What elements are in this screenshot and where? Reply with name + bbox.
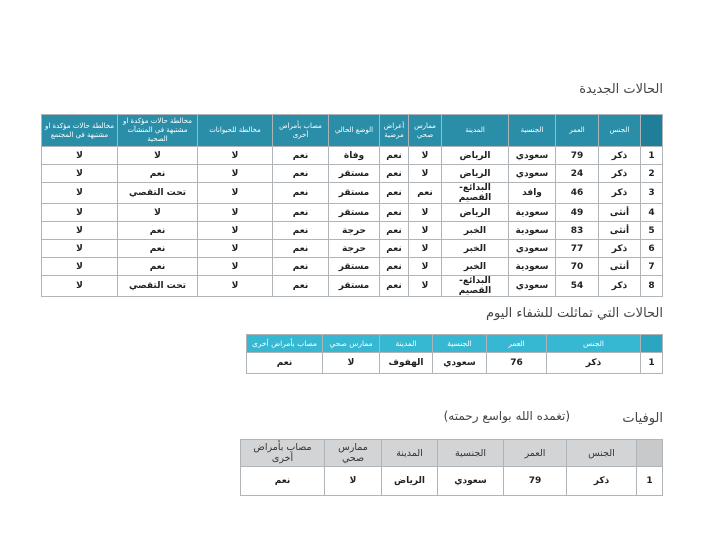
column-header: مصاب بأمراض أخرى xyxy=(273,115,329,147)
table-cell: نعم xyxy=(273,258,329,276)
row-number: 6 xyxy=(641,240,663,258)
table-cell: الهفوف xyxy=(380,353,433,374)
column-header: مخالطة حالات مؤكدة او مشتبهة في المجتمع xyxy=(42,115,118,147)
table-cell: سعودي xyxy=(509,240,556,258)
row-number-header xyxy=(641,335,663,353)
row-number-header xyxy=(637,440,663,467)
column-header: ممارس صحي xyxy=(409,115,442,147)
table-cell: الخبر xyxy=(442,222,509,240)
row-number: 4 xyxy=(641,204,663,222)
table-cell: نعم xyxy=(380,276,409,297)
table-cell: 76 xyxy=(487,353,547,374)
table-row xyxy=(42,276,663,297)
table-cell: 24 xyxy=(556,165,599,183)
table-cell: نعم xyxy=(380,165,409,183)
table-cell: نعم xyxy=(247,353,323,374)
table-cell: وفاة xyxy=(329,147,380,165)
table-cell: الخبر xyxy=(442,240,509,258)
row-number-header xyxy=(641,115,663,147)
table-cell: لا xyxy=(42,240,118,258)
table-cell: 77 xyxy=(556,240,599,258)
column-header: الوضع الحالي xyxy=(329,115,380,147)
table-cell: وافد xyxy=(509,183,556,204)
table-cell: لا xyxy=(42,258,118,276)
column-header: الجنسية xyxy=(433,335,487,353)
table-cell: 79 xyxy=(504,467,567,496)
table-cell: لا xyxy=(198,240,273,258)
table-cell: نعم xyxy=(118,258,198,276)
table-cell: الرياض xyxy=(382,467,438,496)
table-row xyxy=(42,204,663,222)
column-header: المدينة xyxy=(382,440,438,467)
table-cell: سعودية xyxy=(509,204,556,222)
table-cell: نعم xyxy=(380,147,409,165)
table-row xyxy=(42,222,663,240)
column-header: العمر xyxy=(504,440,567,467)
table-cell: سعودي xyxy=(509,147,556,165)
table-cell: لا xyxy=(42,222,118,240)
table-cell: لا xyxy=(409,258,442,276)
table-row xyxy=(42,240,663,258)
table-row xyxy=(42,147,663,165)
row-number: 5 xyxy=(641,222,663,240)
column-header: أعراض مرضية xyxy=(380,115,409,147)
table-cell: 83 xyxy=(556,222,599,240)
column-header: مخالطة حالات مؤكدة او مشتبهة في المنشآت الصحية xyxy=(118,115,198,147)
row-number: 1 xyxy=(641,147,663,165)
table-cell: 54 xyxy=(556,276,599,297)
row-number: 3 xyxy=(641,183,663,204)
table-cell: مستقر xyxy=(329,204,380,222)
table-cell: نعم xyxy=(241,467,325,496)
column-header: المدينة xyxy=(442,115,509,147)
table-cell: لا xyxy=(198,276,273,297)
table-cell: أنثى xyxy=(599,204,641,222)
table-cell: لا xyxy=(42,204,118,222)
column-header: الجنس xyxy=(599,115,641,147)
table-cell: سعودي xyxy=(438,467,504,496)
column-header: المدينة xyxy=(380,335,433,353)
table-cell: لا xyxy=(198,204,273,222)
table-cell: الرياض xyxy=(442,165,509,183)
row-number: 2 xyxy=(641,165,663,183)
table-row xyxy=(42,258,663,276)
column-header: ممارس صحي xyxy=(323,335,380,353)
table-cell: نعم xyxy=(273,240,329,258)
table-cell: نعم xyxy=(380,183,409,204)
header-row xyxy=(241,440,663,467)
column-header: العمر xyxy=(556,115,599,147)
table-cell: 46 xyxy=(556,183,599,204)
column-header: مخالطة للحيوانات xyxy=(198,115,273,147)
new-cases-title: الحالات الجديدة xyxy=(579,82,663,97)
table-cell: سعودي xyxy=(433,353,487,374)
table-cell: أنثى xyxy=(599,222,641,240)
table-cell: تحت التقصي xyxy=(118,183,198,204)
row-number: 1 xyxy=(641,353,663,374)
table-cell: نعم xyxy=(273,147,329,165)
header-row xyxy=(247,335,663,353)
table-cell: لا xyxy=(325,467,382,496)
table-cell: لا xyxy=(409,165,442,183)
table-cell: سعودي xyxy=(509,165,556,183)
row-number: 7 xyxy=(641,258,663,276)
table-cell: ذكر xyxy=(599,183,641,204)
table-cell: مستقر xyxy=(329,258,380,276)
table-cell: ذكر xyxy=(599,240,641,258)
table-cell: تحت التقصي xyxy=(118,276,198,297)
table-cell: لا xyxy=(42,183,118,204)
table-cell: لا xyxy=(118,147,198,165)
deaths-subtitle: (تغمده الله بواسع رحمته) xyxy=(443,409,570,423)
table-cell: لا xyxy=(42,165,118,183)
table-cell: مستقر xyxy=(329,183,380,204)
table-cell: البدائع-القصيم xyxy=(442,276,509,297)
header-row xyxy=(42,115,663,147)
table-cell: نعم xyxy=(273,204,329,222)
deaths-body xyxy=(241,467,663,496)
table-cell: نعم xyxy=(118,165,198,183)
table-cell: لا xyxy=(198,222,273,240)
new-cases-header xyxy=(42,115,663,147)
column-header: مصاب بأمراض أخرى xyxy=(241,440,325,467)
table-cell: ذكر xyxy=(599,276,641,297)
row-number: 1 xyxy=(637,467,663,496)
table-cell: لا xyxy=(198,183,273,204)
table-cell: لا xyxy=(323,353,380,374)
recovered-header xyxy=(247,335,663,353)
table-cell: لا xyxy=(409,240,442,258)
table-cell: نعم xyxy=(380,240,409,258)
table-cell: لا xyxy=(42,147,118,165)
column-header: العمر xyxy=(487,335,547,353)
deaths-table xyxy=(240,439,663,496)
table-cell: لا xyxy=(42,276,118,297)
table-cell: مستقر xyxy=(329,276,380,297)
table-cell: 70 xyxy=(556,258,599,276)
table-row xyxy=(247,353,663,374)
deaths-title: الوفيات xyxy=(622,411,663,426)
table-cell: 79 xyxy=(556,147,599,165)
table-row xyxy=(241,467,663,496)
table-cell: 49 xyxy=(556,204,599,222)
new-cases-table xyxy=(41,114,663,297)
table-cell: نعم xyxy=(380,258,409,276)
table-cell: ذكر xyxy=(599,165,641,183)
table-cell: حرجة xyxy=(329,222,380,240)
table-cell: لا xyxy=(409,276,442,297)
table-cell: ذكر xyxy=(599,147,641,165)
table-cell: سعودية xyxy=(509,222,556,240)
table-cell: لا xyxy=(118,204,198,222)
table-cell: نعم xyxy=(118,240,198,258)
table-cell: نعم xyxy=(273,165,329,183)
new-cases-body xyxy=(42,147,663,297)
table-cell: الرياض xyxy=(442,147,509,165)
table-cell: سعودي xyxy=(509,276,556,297)
recovered-body xyxy=(247,353,663,374)
deaths-header xyxy=(241,440,663,467)
table-cell: نعم xyxy=(409,183,442,204)
table-cell: لا xyxy=(409,204,442,222)
table-cell: الخبر xyxy=(442,258,509,276)
column-header: الجنس xyxy=(567,440,637,467)
table-cell: الرياض xyxy=(442,204,509,222)
table-cell: لا xyxy=(409,147,442,165)
table-cell: نعم xyxy=(118,222,198,240)
table-cell: ذكر xyxy=(547,353,641,374)
table-cell: لا xyxy=(409,222,442,240)
table-cell: نعم xyxy=(273,222,329,240)
recovered-title: الحالات التي تماثلت للشفاء اليوم xyxy=(486,306,663,321)
column-header: ممارس صحي xyxy=(325,440,382,467)
table-cell: أنثى xyxy=(599,258,641,276)
column-header: الجنسية xyxy=(509,115,556,147)
table-cell: نعم xyxy=(380,204,409,222)
table-cell: لا xyxy=(198,147,273,165)
table-cell: لا xyxy=(198,165,273,183)
column-header: مصاب بأمراض أخرى xyxy=(247,335,323,353)
column-header: الجنس xyxy=(547,335,641,353)
table-cell: ذكر xyxy=(567,467,637,496)
table-cell: لا xyxy=(198,258,273,276)
table-cell: البدائع-القصيم xyxy=(442,183,509,204)
table-cell: نعم xyxy=(273,183,329,204)
table-cell: حرجة xyxy=(329,240,380,258)
row-number: 8 xyxy=(641,276,663,297)
table-cell: نعم xyxy=(273,276,329,297)
table-row xyxy=(42,183,663,204)
column-header: الجنسية xyxy=(438,440,504,467)
table-cell: نعم xyxy=(380,222,409,240)
table-cell: مستقر xyxy=(329,165,380,183)
table-cell: سعودية xyxy=(509,258,556,276)
recovered-table xyxy=(246,334,663,374)
table-row xyxy=(42,165,663,183)
